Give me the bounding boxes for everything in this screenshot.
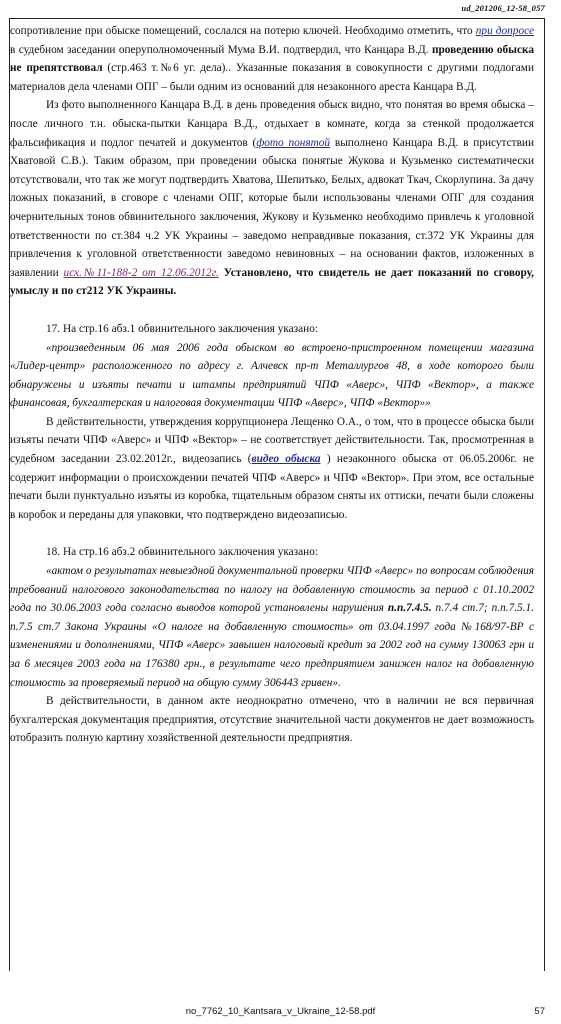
link-statement[interactable]: исх.№11-188-2 от 12.06.2012г. — [63, 266, 219, 279]
paragraph-2 — [10, 96, 534, 301]
section-17-paragraph — [10, 413, 534, 525]
link-witness-photo[interactable]: фото понятой — [256, 136, 331, 149]
page-number: 57 — [534, 1006, 545, 1017]
link-search-video[interactable]: видео обыска — [251, 453, 321, 466]
text: в судебном заседании оперуполномоченный Мума В.И. подтвердил, что Канцара В.Д. — [10, 43, 432, 56]
text: сопротивление при обыске помещений, сослался на потерю ключей. Необходимо отметить, что — [10, 25, 476, 37]
text: (стр.463 т.№6 уг. дела).. Указанные показания в совокупности с другими подлогами материалов дела членами ОПГ – были одним из оснований для незаконного ареста Канцара В.Д. — [10, 62, 534, 93]
bold-text: п.п.7.4.5. — [387, 602, 432, 615]
section-18-paragraph: В действительности, в данном акте неоднократно отмечено, что в наличии не вся первичная бухгалтерская документация предприятия, отсутствие значительной части документов не дает возможность отобразить полную картину хозяйственной деятельности предприятия. — [10, 695, 534, 745]
section-17-heading: 17. На стр.16 абз.1 обвинительного заключения указано: — [46, 322, 318, 335]
section-18-heading: 18. На стр.16 абз.2 обвинительного заключения указано: — [46, 546, 318, 559]
section-17-quote: «произведенным 06 мая 2006 года обыском во встроено-пристроенном помещении магазина «Лидер-центр» расположенного по адресу г. Алчевск пр-т Металлургов 48, в ходе которого были обнаружены и изъяты печати и штампы предприятий ЧПФ «Аверс», ЧПФ «Вектор», а также финансовая, бухгалтерская и налоговая документации ЧПФ «Аверс», ЧПФ «Вектор»» — [10, 341, 534, 410]
page-content — [10, 22, 534, 748]
text: выполнено Канцара В.Д. в присутствии Хватовой С.В.). Таким образом, при проведении обыска понятые Жукова и Кузьменко систематически отсутствовали, что так же могут подтвердить Хватова, Шепитько, Белых, адвокат Ткач, Скорлупина. За дачу ложных показаний, в сговоре с членами ОПГ, которые были использованы членами ОПГ для создания очернительных тонов обвинительного заключения, Жукову и Кузьменко необходимо привлечь к уголовной ответственности по ст.384 ч.2 УК Украины – заведомо неправдивые показания, ст.372 УК Украины для привлечения к уголовной ответственности заведомо невиновных – на основании фактов, изложенных в заявлении — [10, 136, 535, 279]
paragraph-1 — [10, 22, 534, 96]
bold-text: проведению обыска не препятствовал — [10, 43, 534, 75]
text: В действительности, утверждения коррупционера Лещенко О.А., о том, что в процессе обыска были изъяты печати ЧПФ «Аверс» и ЧПФ «Вектор» – не соответствует действительности. Так, просмотренная в судебном заседании 23.02.2012г., видеозапись ( — [10, 415, 534, 466]
link-interrogation[interactable]: при допросе — [475, 25, 534, 37]
text: ) незаконного обыска от 06.05.2006г. не содержит информации о происхождении печатей ЧПФ «Аверс» и ЧПФ «Вектор». При этом, все остальные печати были пунктуально изъяты из коробка, тщательным образом сняты их оттиски, печати были сложены в коробок и переданы для упаковки, что подтверждено видеозаписью. — [10, 453, 534, 521]
bold-conclusion: Установлено, что свидетель не дает показаний по сговору, умыслу и по ст212 УК Украины. — [10, 266, 535, 298]
document-id: ud_201206_12-58_057 — [461, 3, 545, 13]
text: Из фото выполненного Канцара В.Д. в день проведения обыск видно, что понятая во время обыска – после личного т.н. обыска-пытки Канцара В.Д., отдыхает в комнате, когда за стенкой продолжается фальсификация и подлог печатей и документов ( — [10, 99, 534, 149]
section-18-quote: «актом о результатах невыездной документальной проверки ЧПФ «Аверс» по вопросам соблюдения требований налогового законодательства по налогу на добавленную стоимость за период с 01.10.2002 года по 30.06.2003 года согласно выводов которой установлены нарушения п.п.7.4.5. п.7.4 ст.7; п.п.7.5.1. п.7.5 ст.7 Закона Украины «О налоге на добавленную стоимость» от 03.04.1997 года №168/97-ВР с изменениями и дополнениями, ЧПФ «Аверс» завышен налоговый кредит за 2002 год на сумму 130063 грн и за 6 месяцев 2003 года на 176380 грн., в результате чего предприятием занижен налог на добавленную стоимость за проверяемый период на общую сумму 306443 гривен». — [10, 565, 534, 689]
footer-filename: no_7762_10_Kantsara_v_Ukraine_12-58.pdf — [185, 1006, 376, 1017]
